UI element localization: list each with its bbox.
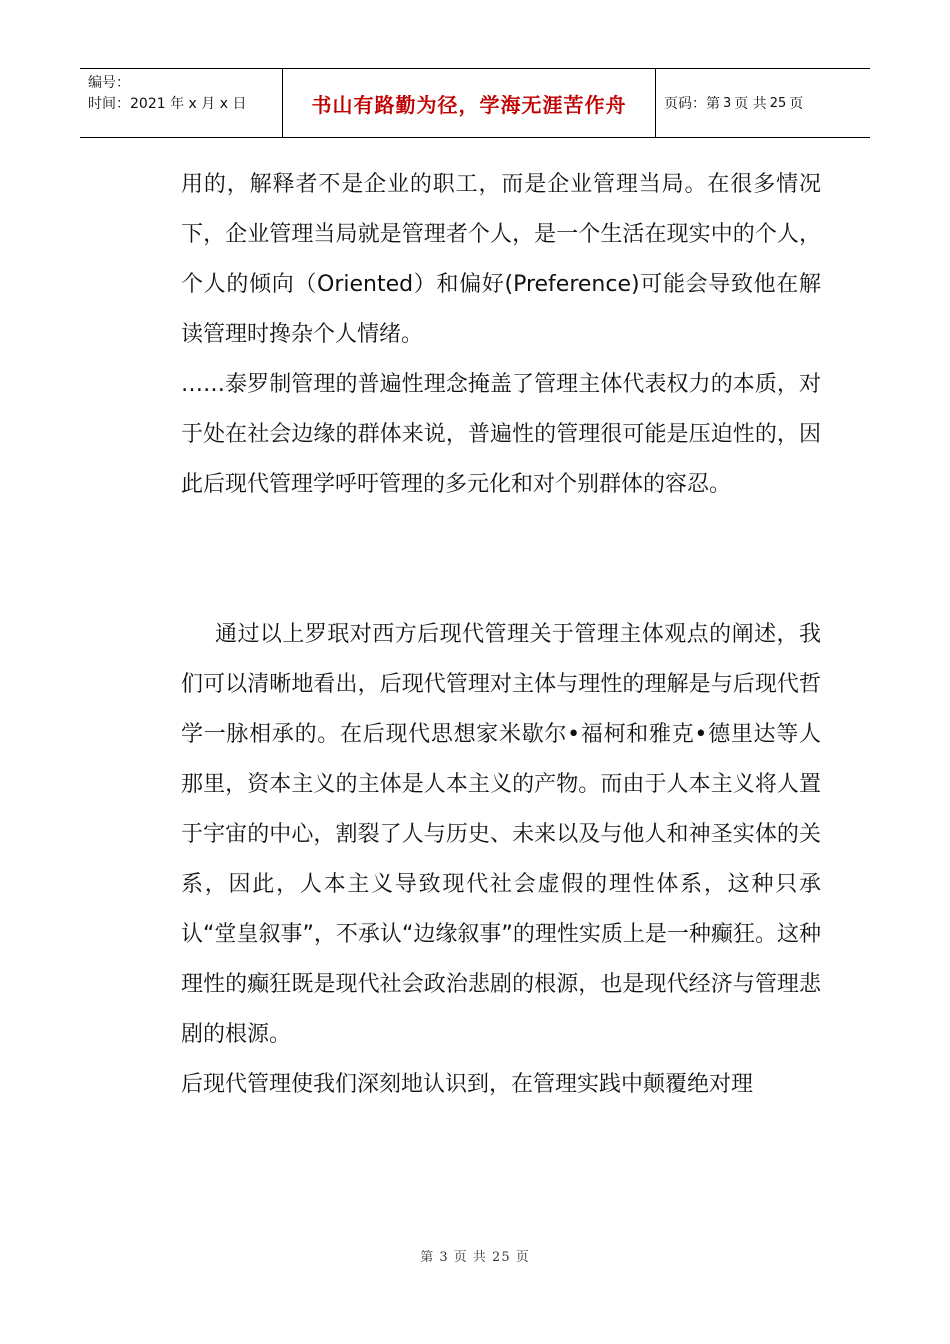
page-prefix: 页码：第 [664,96,720,112]
document-number-label: 编号： [88,75,130,91]
paragraph-4: 后现代管理使我们深刻地认识到，在管理实践中颠覆绝对理 [181,1072,754,1097]
document-body [181,160,821,1110]
page-mid: 页 共 [734,96,767,112]
page-suffix: 页 [789,96,804,112]
header-motto: 书山有路勤为径，学海无涯苦作舟 [282,69,656,137]
paragraph-2: ……泰罗制管理的普遍性理念掩盖了管理主体代表权力的本质，对于处在社会边缘的群体来说，普遍性的管理很可能是压迫性的，因此后现代管理学呼吁管理的多元化和对个别群体的容忍。 [181,372,821,497]
blank-space [181,510,821,610]
document-time-label: 时间：2021 年 x 月 x 日 [88,96,247,112]
paragraph-1: 用的，解释者不是企业的职工，而是企业管理当局。在很多情况下，企业管理当局就是管理者个人，是一个生活在现实中的个人，个人的倾向（Oriented）和偏好(Preference)可能会导致他在解读管理时搀杂个人情绪。 [181,172,821,347]
page-total: 25 [769,95,787,111]
paragraph-3: 通过以上罗珉对西方后现代管理关于管理主体观点的阐述，我们可以清晰地看出，后现代管理对主体与理性的理解是与后现代哲学一脉相承的。在后现代思想家米歇尔•福柯和雅克•德里达等人那里，资本主义的主体是人本主义的产物。而由于人本主义将人置于宇宙的中心，割裂了人与历史、未来以及与他人和神圣实体的关系，因此，人本主义导致现代社会虚假的理性体系，这种只承认“堂皇叙事”，不承认“边缘叙事”的理性实质上是一种癫狂。这种理性的癫狂既是现代社会政治悲剧的根源，也是现代经济与管理悲剧的根源。 [181,622,821,1047]
header-meta [80,69,282,137]
page-current: 3 [723,95,732,111]
header-page-indicator [656,69,870,137]
page-footer: 第 3 页 共 25 页 [420,1250,530,1265]
page-header [80,68,870,138]
